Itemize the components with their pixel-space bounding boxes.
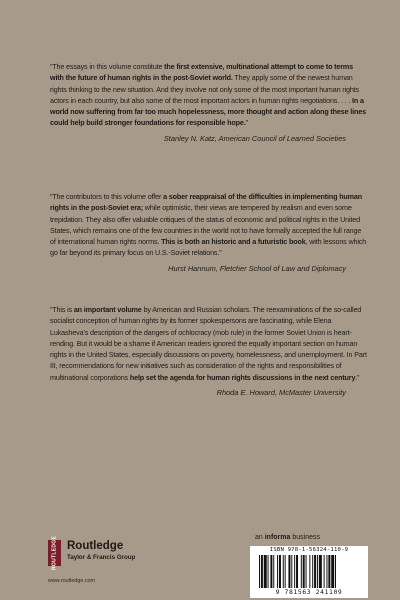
routledge-logo	[48, 535, 248, 580]
quote-attribution: Hurst Hannum, Fletcher School of Law and Diplomacy	[168, 263, 346, 273]
isbn-line: ISBN 978-1-56324-110-9	[269, 547, 349, 553]
barcode-bar	[291, 555, 292, 588]
barcode-bar	[324, 555, 325, 588]
quote-segment: “The essays in this volume constitute	[50, 62, 165, 71]
barcode-bar	[273, 555, 274, 588]
quote-segment: .”	[355, 372, 360, 382]
quote-emphasis: an important volume	[73, 305, 142, 314]
barcode-bar	[264, 555, 267, 588]
barcode-bar	[277, 555, 278, 588]
quote-segment: , with lessons which go far beyond its primary focus on U.S.-Soviet relations.”	[50, 237, 367, 258]
quote-emphasis: the first extensive, multinational attempt to come to terms with the future of human rights in the post-Soviet world.	[50, 62, 354, 83]
barcode-bar	[285, 555, 286, 588]
barcode-bar	[301, 555, 302, 588]
barcode-icon	[259, 555, 359, 588]
quote-katz	[50, 61, 368, 143]
barcode-bar	[328, 555, 330, 588]
barcode-bar	[314, 555, 316, 588]
quote-text	[50, 191, 368, 259]
publisher-group: Taylor & Francis Group	[67, 554, 136, 561]
quote-text	[50, 61, 368, 129]
quote-segment: while optimistic, their views are tempered by realism and even some trepidation. They also offer valuable critiques of the status of economic and political rights in the United States, which remains one of the few countries in the world not to have formally accepted the full range of international human rights norms.	[50, 203, 362, 247]
tag-brand: informa	[264, 534, 291, 541]
barcode-bar	[279, 555, 281, 588]
barcode-bar	[319, 555, 322, 588]
barcode-bar	[296, 555, 298, 588]
barcode-bar	[303, 555, 305, 588]
barcode-bar	[326, 555, 327, 588]
publisher-website: www.routledge.com	[48, 578, 96, 584]
quote-emphasis: In a world now suffering from far too much hopelessness, more thought and action along these lines could help build stronger foundations for responsible hope.	[50, 95, 366, 128]
barcode-panel	[250, 546, 368, 598]
barcode-bar	[270, 555, 272, 588]
quote-text	[50, 304, 368, 383]
quote-emphasis: a sober reappraisal of the difficulties in implementing human rights in the post-Soviet era;	[50, 192, 363, 213]
quote-howard	[50, 304, 368, 397]
barcode-bar	[261, 555, 263, 588]
barcode-bar	[283, 555, 284, 588]
quote-hannum	[50, 191, 368, 273]
quote-attribution: Stanley N. Katz, American Council of Learned Societies	[163, 133, 346, 143]
barcode-bar	[294, 555, 295, 588]
quote-segment: They apply some of the newest human rights thinking to the new situation. And they involve not only some of the most important human rights actors in each country, but also some of the most important actors in human rights negotiations. . . .	[50, 73, 359, 105]
barcode-bar	[335, 555, 336, 588]
quote-emphasis: This is both an historic and a futuristic book	[161, 237, 306, 247]
quote-emphasis: help set the agenda for human rights discussions in the next century	[129, 372, 356, 382]
quote-segment: “The contributors to this volume offer	[50, 192, 164, 201]
tag-suffix: business	[290, 534, 320, 541]
barcode-bar	[306, 555, 307, 588]
barcode-bar	[317, 555, 318, 588]
quote-segment: ”	[245, 118, 248, 128]
publisher-name: Routledge	[67, 540, 124, 552]
tag-prefix: an	[255, 534, 265, 541]
quote-segment: “This is	[50, 305, 74, 314]
barcode-bar	[259, 555, 260, 588]
routledge-mark-icon: ROUTLEDGE	[48, 540, 61, 566]
barcode-bar	[312, 555, 313, 588]
barcode-number: 9 781563 241109	[275, 588, 343, 596]
quote-segment: by American and Russian scholars. The reexaminations of the so-called socialist conception of human rights by its former spokespersons are fascinating, while Elena Lukasheva’s description of the dangers of ochlocracy (mob rule) in the former Soviet Union is heart-rending. But it would be a shame if American readers ignored the equally important section on human rights in the United States, especially discussions on poverty, homelessness, and unemployment. In Part III, recommendations for new initiatives such as consideration of the rights and responsibilities of multinational corporations	[50, 305, 367, 382]
informa-business-tag	[255, 534, 320, 541]
quote-attribution: Rhoda E. Howard, McMaster University	[216, 388, 346, 398]
barcode-bar	[309, 555, 310, 588]
barcode-bar	[331, 555, 334, 588]
barcode-bar	[288, 555, 290, 588]
barcode-bar	[268, 555, 269, 588]
